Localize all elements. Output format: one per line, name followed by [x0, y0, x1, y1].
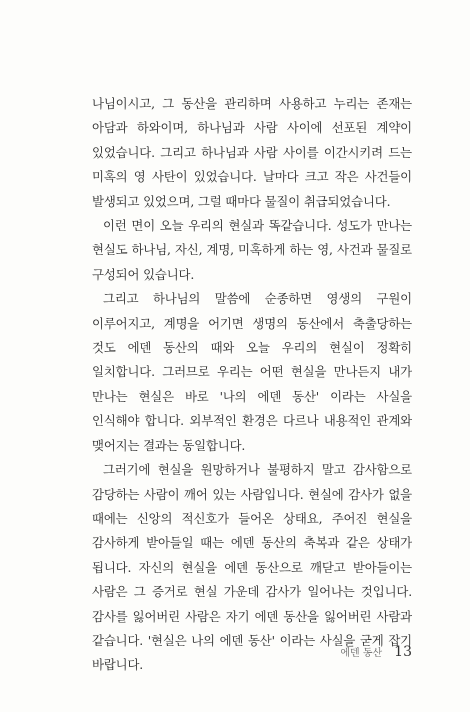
- page-footer: [300, 644, 412, 664]
- paragraph-2: 이런 면이 오늘 우리의 현실과 똑같습니다. 성도가 만나는 현실도 하나님, 자신, 계명, 미혹하게 하는 영, 사건과 물질로 구성되어 있습니다.: [92, 218, 412, 282]
- running-title: 에덴 동산: [340, 648, 383, 659]
- body-text: [92, 92, 412, 678]
- page-number: 13: [394, 644, 412, 660]
- paragraph-1: 나님이시고, 그 동산을 관리하며 사용하고 누리는 존재는 아담과 하와이며, 하나님과 사람 사이에 선포된 계약이 있었습니다. 그리고 하나님과 사람 사이를 이간시키려 드는 미혹의 영 사탄이 있었습니다. 날마다 크고 작은 사건들이 발생되고 있었으며, 그럴 때마다 물질이 취급되었습니다.: [92, 96, 412, 209]
- paragraph-3: 그리고 하나님의 말씀에 순종하면 영생의 구원이 이루어지고, 계명을 어기면 생명의 동산에서 축출당하는 것도 에덴 동산의 때와 오늘 우리의 현실이 정확히 일치합니다. 그러므로 우리는 어떤 현실을 만나든지 내가 만나는 현실은 바로 '나의 에덴 동산' 이라는 사실을 인식해야 합니다. 외부적인 환경은 다르나 내용적인 관계와 맺어지는 결과는 동일합니다.: [92, 291, 412, 453]
- paragraph-4: 그러기에 현실을 원망하거나 불평하지 말고 감사함으로 감당하는 사람이 깨어 있는 사람입니다. 현실에 감사가 없을 때에는 신앙의 적신호가 들어온 상태요, 주어진 현실을 감사하게 받아들일 때는 에덴 동산의 축복과 같은 상태가 됩니다. 자신의 현실을 에덴 동산으로 깨닫고 받아들이는 사람은 그 증거로 현실 가운데 감사가 일어나는 것입니다. 감사를 잃어버린 사람은 자기 에덴 동산을 잃어버린 사람과 같습니다. '현실은 나의 에덴 동산' 이라는 사실을 굳게 잡기 바랍니다.: [92, 462, 412, 673]
